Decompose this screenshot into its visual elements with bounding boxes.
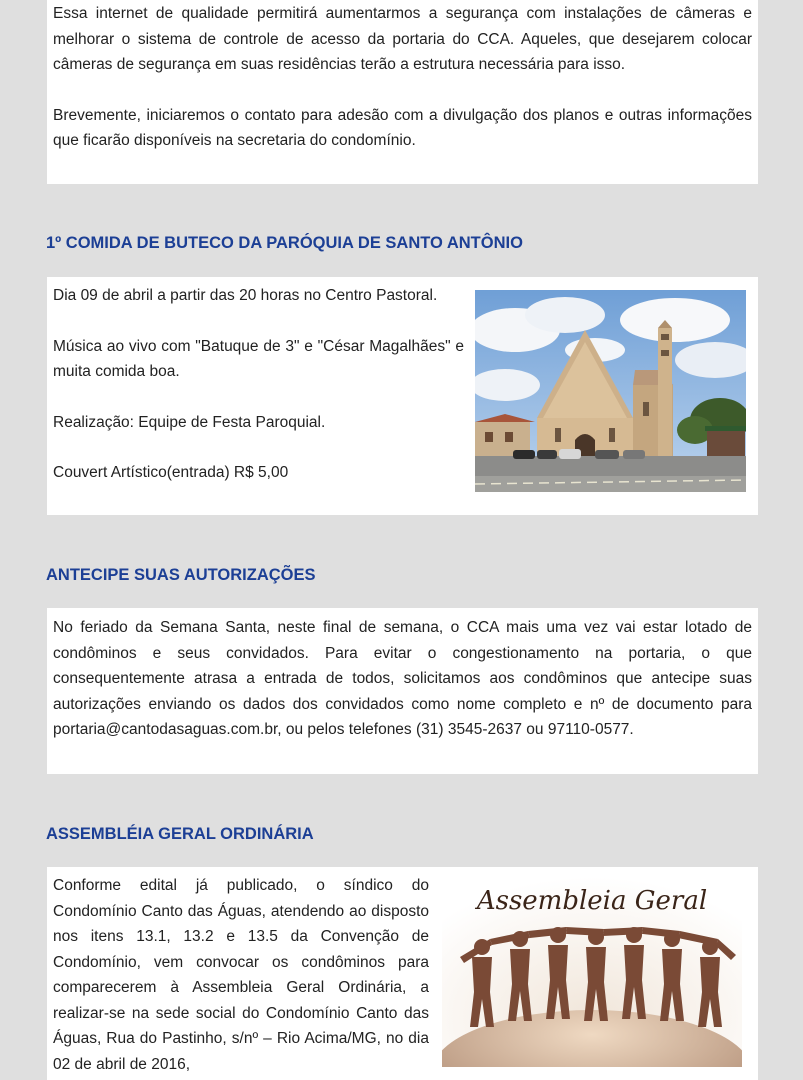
buteco-date: Dia 09 de abril a partir das 20 horas no Centro Pastoral. [53,287,438,304]
assembleia-text: Conforme edital já publicado, o síndico do Condomínio Canto das Águas, atendendo ao disposto nos itens 13.1, 13.2 e 13.5 da Convenção de Condomínio, vem convocar os condôminos para comparecerem à Assembleia Geral Ordinária, a realizar-se na sede social do Condomínio Canto das Águas, Rua do Pastinho, s/nº – Rio Acima/MG, no dia 02 de abril de 2016, [53,877,429,1073]
buteco-heading: 1º COMIDA DE BUTECO DA PARÓQUIA DE SANTO ANTÔNIO [46,234,523,252]
intro-paragraph-1: Essa internet de qualidade permitirá aumentarmos a segurança com instalações de câmeras e melhorar o sistema de controle de acesso da portaria do CCA. Aqueles, que desejarem colocar câmeras de segurança em suas residências terão a estrutura necessária para isso. [53,5,752,73]
buteco-price: Couvert Artístico(entrada) R$ 5,00 [53,464,289,481]
assembleia-heading: ASSEMBLÉIA GERAL ORDINÁRIA [46,825,314,843]
buteco-organizer: Realização: Equipe de Festa Paroquial. [53,413,326,431]
assembleia-image-caption: Assembleia Geral [476,886,708,916]
autorizacoes-box [47,608,758,774]
intro-box [47,0,758,184]
buteco-music: Música ao vivo com "Batuque de 3" e "César Magalhães" e muita comida boa. [53,337,464,380]
intro-paragraph-2: Brevemente, iniciaremos o contato para adesão com a divulgação dos planos e outras informações que ficarão disponíveis na secretaria do condomínio. [53,106,752,149]
assembleia-box [47,867,758,1080]
autorizacoes-text: No feriado da Semana Santa, neste final de semana, o CCA mais uma vez vai estar lotado de condôminos e seus convidados. Para evitar o congestionamento na portaria, o que consequentemente atrasa a entrada de todos, solicitamos aos condôminos que antecipe suas autorizações enviando os dados dos convidados como nome completo e nº de documento para portaria@cantodasaguas.com.br, ou pelos telefones (31) 3545-2637 ou 97110-0577. [53,619,752,738]
assembleia-image [442,867,742,1067]
church-photo [475,290,746,492]
buteco-box [47,277,758,515]
autorizacoes-heading: ANTECIPE SUAS AUTORIZAÇÕES [46,566,316,584]
